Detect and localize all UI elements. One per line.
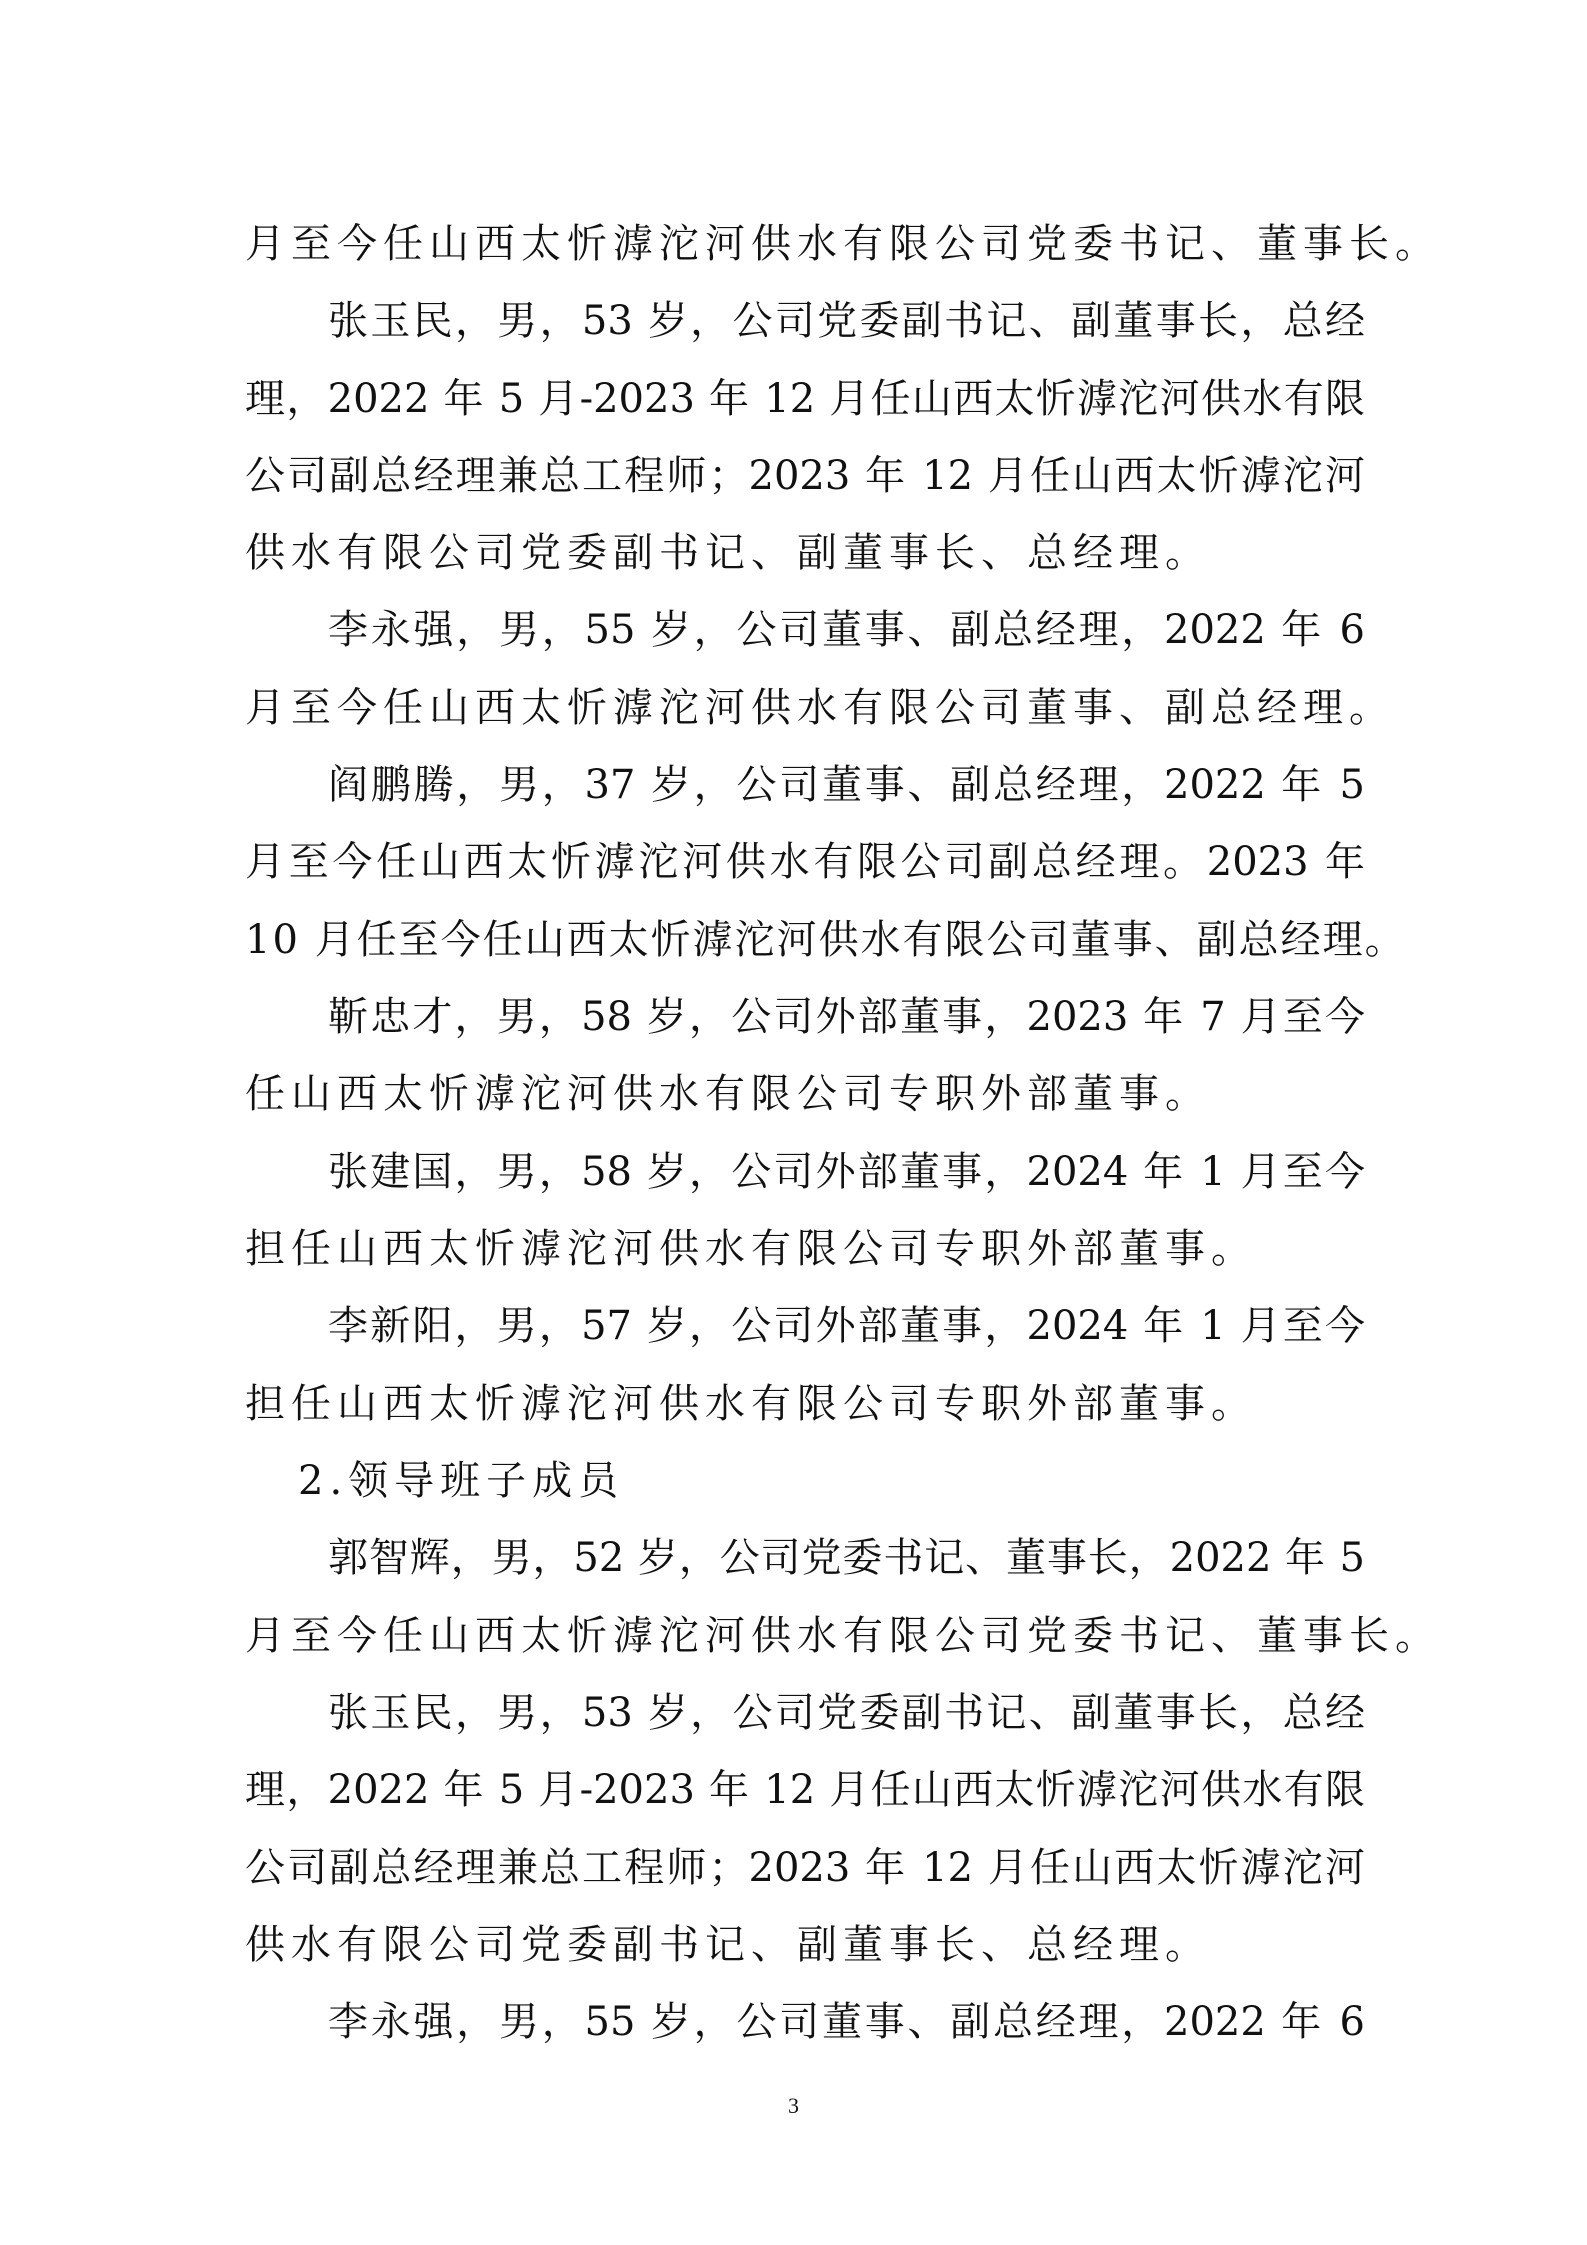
text-line: 靳忠才，男，58 岁，公司外部董事，2023 年 7 月至今 [328, 994, 1365, 1040]
text-line: 郭智辉，男，52 岁，公司党委书记、董事长，2022 年 5 [328, 1535, 1365, 1581]
text-line: 供水有限公司党委副书记、副董事长、总经理。 [245, 530, 1211, 576]
text-line: 公司副总经理兼总工程师；2023 年 12 月任山西太忻滹沱河 [245, 1845, 1365, 1891]
text-line: 阎鹏腾，男，37 岁，公司董事、副总经理，2022 年 5 [328, 762, 1365, 808]
text-line: 月至今任山西太忻滹沱河供水有限公司董事、副总经理。 [245, 685, 1395, 731]
text-line: 供水有限公司党委副书记、副董事长、总经理。 [245, 1922, 1211, 1968]
text-line: 张玉民，男，53 岁，公司党委副书记、副董事长，总经 [328, 1690, 1365, 1736]
page-number: 3 [788, 2093, 799, 2118]
section-heading: 2.领导班子成员 [298, 1458, 625, 1504]
text-line: 李新阳，男，57 岁，公司外部董事，2024 年 1 月至今 [328, 1303, 1365, 1349]
text-line: 10 月任至今任山西太忻滹沱河供水有限公司董事、副总经理。 [245, 917, 1407, 963]
text-line: 理，2022 年 5 月-2023 年 12 月任山西太忻滹沱河供水有限 [245, 376, 1365, 422]
text-line: 公司副总经理兼总工程师；2023 年 12 月任山西太忻滹沱河 [245, 453, 1365, 499]
text-line: 张建国，男，58 岁，公司外部董事，2024 年 1 月至今 [328, 1149, 1365, 1195]
text-line: 月至今任山西太忻滹沱河供水有限公司党委书记、董事长。 [245, 1613, 1441, 1659]
text-line: 理，2022 年 5 月-2023 年 12 月任山西太忻滹沱河供水有限 [245, 1767, 1365, 1813]
text-line: 月至今任山西太忻滹沱河供水有限公司副总经理。2023 年 [245, 839, 1365, 885]
text-line: 担任山西太忻滹沱河供水有限公司专职外部董事。 [245, 1226, 1257, 1272]
text-line: 任山西太忻滹沱河供水有限公司专职外部董事。 [245, 1071, 1211, 1117]
text-line: 李永强，男，55 岁，公司董事、副总经理，2022 年 6 [328, 607, 1365, 653]
text-line: 李永强，男，55 岁，公司董事、副总经理，2022 年 6 [328, 1999, 1365, 2045]
text-line: 月至今任山西太忻滹沱河供水有限公司党委书记、董事长。 [245, 221, 1441, 267]
text-line: 张玉民，男，53 岁，公司党委副书记、副董事长，总经 [328, 298, 1365, 344]
text-line: 担任山西太忻滹沱河供水有限公司专职外部董事。 [245, 1381, 1257, 1427]
